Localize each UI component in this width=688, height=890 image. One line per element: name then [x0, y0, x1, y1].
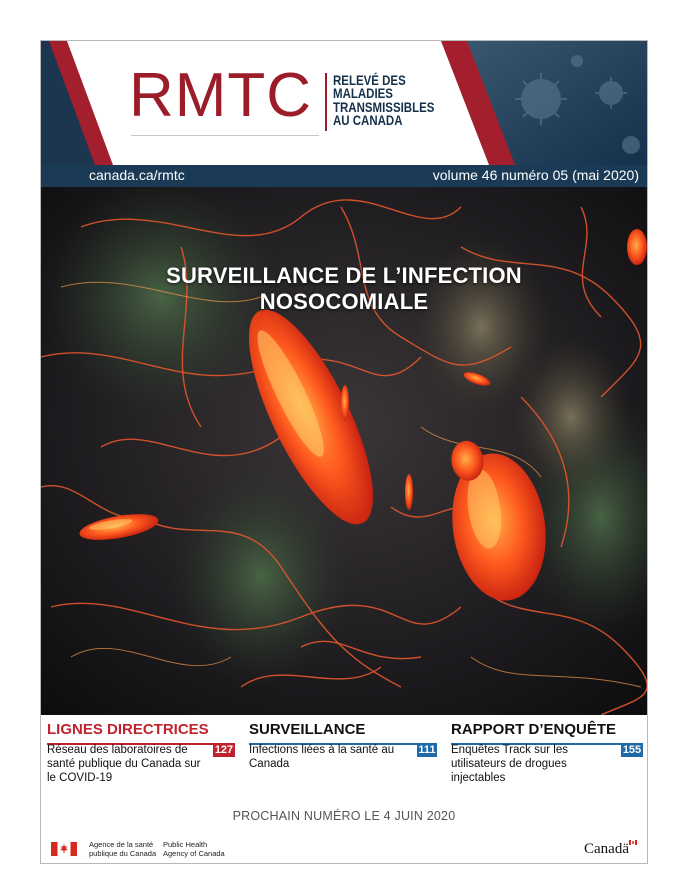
section-title: SURVEILLANCE [249, 721, 366, 738]
magazine-cover [40, 40, 648, 864]
journal-subtitle: RELEVÉ DES MALADIES TRANSMISSIBLES AU CANADA [333, 72, 435, 129]
contents-sections [41, 715, 647, 801]
section-article-text[interactable]: Réseau des laboratoires de santé publique du Canada sur le COVID-19 [47, 744, 201, 784]
next-issue-notice: PROCHAIN NUMÉRO LE 4 JUIN 2020 [232, 809, 456, 823]
section-rapport-enquete[interactable] [451, 721, 641, 745]
page-number-badge: 127 [214, 744, 234, 756]
cover-title: SURVEILLANCE DE L’INFECTION NOSOCOMIALE [166, 263, 522, 314]
section-surveillance[interactable] [249, 721, 435, 745]
section-article-text[interactable]: Enquêtes Track sur les utilisateurs de drogues injectables [451, 744, 568, 784]
section-title: LIGNES DIRECTRICES [47, 721, 209, 738]
cover-illustration [41, 187, 647, 715]
journal-logo: RMTC [129, 61, 313, 130]
page-number-badge: 155 [622, 744, 642, 756]
logo-underline [131, 135, 319, 136]
info-bar [41, 165, 647, 187]
section-article-text[interactable]: Infections liées à la santé au Canada [249, 744, 395, 770]
canada-flag-icon [51, 842, 77, 856]
footer [41, 837, 647, 863]
agency-name-fr: Agence de la santé publique du Canada [89, 840, 157, 858]
section-lignes-directrices[interactable] [47, 721, 233, 745]
section-title: RAPPORT D’ENQUÊTE [451, 721, 617, 738]
logo-separator [325, 73, 327, 131]
agency-name-en: Public Health Agency of Canada [163, 840, 225, 858]
issue-volume: volume 46 numéro 05 (mai 2020) [432, 167, 639, 183]
wordmark-flag-icon [629, 840, 637, 845]
canada-wordmark: Canadä [584, 841, 629, 857]
header-banner [41, 41, 647, 165]
page-number-badge: 111 [418, 744, 436, 756]
website-link[interactable]: canada.ca/rmtc [89, 167, 185, 183]
